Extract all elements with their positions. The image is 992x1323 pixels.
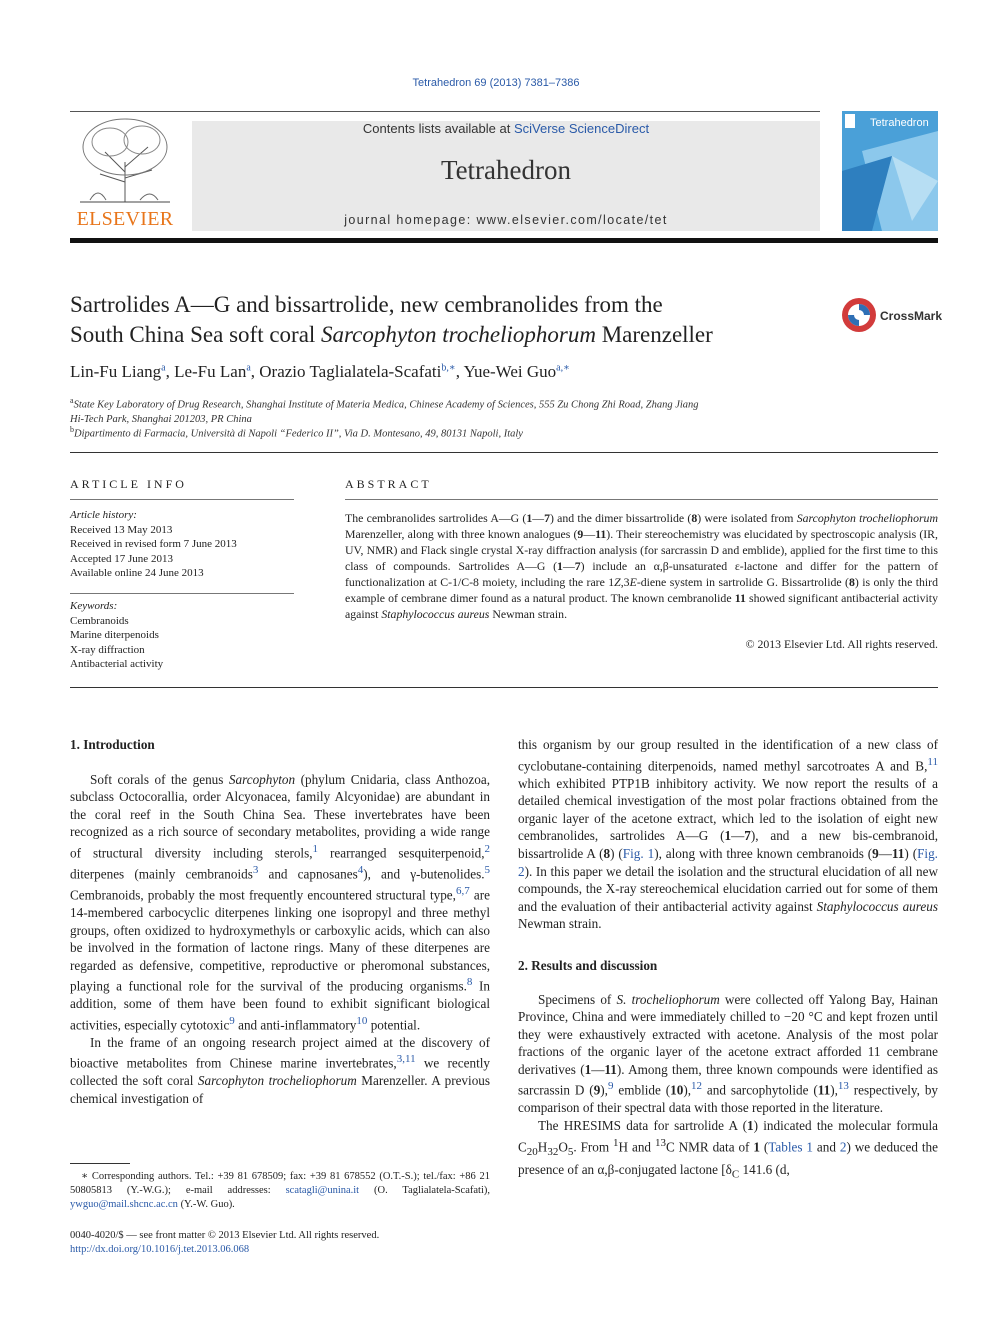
results-heading: 2. Results and discussion — [518, 957, 658, 973]
left-column — [70, 736, 490, 1108]
affiliation-b: $^b$Dipartimento di Farmacia, Università di Napoli “Federico II”, Via D. Montesano, 49, 80131 Napoli, Italy — [70, 425, 523, 440]
issn-line: 0040-4020/$ — see front matter © 2013 Elsevier Ltd. All rights reserved. — [70, 1230, 380, 1241]
affiliation-a-line-2: Hi-Tech Park, Shanghai 201203, PR China — [70, 413, 252, 425]
crossmark-label: CrossMark — [880, 309, 943, 323]
title-line-2-pre: South China Sea soft coral — [70, 322, 322, 347]
journal-name: Tetrahedron — [440, 155, 572, 185]
affiliation-a-line-1: State Key Laboratory of Drug Research, Shanghai Institute of Materia Medica, Chinese Academy of Sciences, 555 Zu Chong Zhi Road, Zhang Jiang — [73, 399, 699, 411]
sciencedirect-link[interactable]: SciVerse ScienceDirect — [513, 121, 650, 136]
history-revised: Received in revised form 7 June 2013 — [70, 538, 237, 550]
history-label: Article history: — [70, 509, 137, 521]
abstract-bottom-rule — [70, 687, 938, 688]
affiliation-a: $^a$State Key Laboratory of Drug Research, Shanghai Institute of Materia Medica, Chinese Academy of Sciences, 555 Zu Chong Zhi Road, Zhang Jiang Hi-Tech Park, Shanghai 201203, PR China — [70, 394, 830, 427]
affiliation-rule — [70, 452, 938, 453]
title-species: Sarcophyton trocheliophorum — [321, 322, 596, 347]
footnote-rule — [70, 1163, 130, 1164]
right-column — [518, 736, 938, 1185]
keywords-rule — [70, 593, 294, 594]
abstract-copyright: © 2013 Elsevier Ltd. All rights reserved. — [745, 637, 938, 651]
email-link-ywguo[interactable]: ywguo@mail.shcnc.ac.cn — [70, 1199, 178, 1210]
abstract-rule — [345, 499, 938, 500]
intro-paragraph-2-continued: this organism by our group resulted in the identification of a new class of cyclobutane-containing diterpenoids, named methyl sarcotroates A and B,$^{11}$ which exhibited PTP1B inhibitory activity. We now report the results of a detailed chemical investigation of the most polar fractions obtained from the organic layer of the acetone extract, which led to the isolation of eight new cembranolides, sartrolides A—G (1—7), and a new bis-cembranoid, bissartrolide A (8) (Fig. 1), along with three known cembranoids (9—11) (Fig. 2). In this paper we detail the isolation and the structural elucidation of all new compounds, the X-ray stereochemical elucidation carried out for some of them and the evaluation of their antibacterial activity against Staphylococcus aureus Newman strain. — [518, 737, 938, 932]
header-top-rule — [70, 111, 820, 112]
abstract-heading: ABSTRACT — [345, 477, 432, 491]
intro-paragraph-2: In the frame of an ongoing research project aimed at the discovery of bioactive metabolites from Chinese marine invertebrates,$^{3,11}$ we recently collected the soft coral Sarcophyton trocheliophorum Marenzeller. A previous chemical investigation of — [70, 1034, 491, 1107]
author-3[interactable]: Orazio Taglialatela-Scafati$^{b,∗}$ — [259, 362, 456, 381]
title-line-1: Sartrolides A—G and bissartrolide, new cembranolides from the — [70, 292, 663, 317]
article-title — [70, 290, 830, 350]
author-list: Lin-Fu Liang$^a$, Le-Fu Lan$^a$, Orazio Taglialatela-Scafati$^{b,∗}$, Yue-Wei Guo$^{a,∗}$ — [70, 362, 570, 381]
article-info-heading: ARTICLE INFO — [70, 477, 187, 491]
author-1[interactable]: Lin-Fu Liang$^a$ — [70, 362, 166, 381]
journal-homepage[interactable]: journal homepage: www.elsevier.com/locate/tet — [344, 213, 668, 227]
title-line-2-post: Marenzeller — [595, 322, 713, 347]
intro-paragraph-1: Soft corals of the genus Sarcophyton (phylum Cnidaria, class Anthozoa, subclass Octocorallia, order Alcyonacea, family Alcyonidae) are abundant in the coral reef in the South China Sea. These invertebrates have been recognized as a rich source of secondary metabolites, providing a wide range of structural diversity including sterols,$^1$ rearranged sesquiterpenoid,$^2$ diterpenes (mainly cembranoids$^3$ and capnosanes$^4$), and γ-butenolides.$^5$ Cembranoids, probably the most frequently encountered structural type,$^{6,7}$ are 14-membered carbocyclic diterpenes linking one isopropyl and three methyl groups, often oxidized to hydroxymethyls or carboxylic acids, which can also be involved in the formation of lactone rings. Many of these diterpenes are regarded as defensive, competitive, reproductive or pheromonal substances, playing a functional role for the survival of the producing organisms.$^8$ In addition, some of them have been found to exhibit significant biological activities, especially cytotoxic$^9$ and anti-inflammatory$^{10}$ potential. — [70, 771, 491, 1033]
introduction-heading: 1. Introduction — [70, 737, 155, 752]
keyword-item: X-ray diffraction — [70, 643, 145, 656]
crossmark-icon — [840, 296, 878, 334]
elsevier-wordmark: ELSEVIER — [76, 208, 174, 230]
corresponding-authors-footnote: ∗ Corresponding authors. Tel.: +39 81 678509; fax: +39 81 678552 (O.T.-S.); tel./fax: +86 21 50805813 (Y.-W.G.); e-mail addresses: scatagli@unina.it (O. Taglialatela-Scafati), ywguo@mail.shcnc.ac.cn (Y.-W. Guo). — [70, 1171, 490, 1210]
title-line-2 — [70, 320, 830, 350]
doi-link[interactable]: http://dx.doi.org/10.1016/j.tet.2013.06.068 — [70, 1244, 250, 1255]
svg-text:Tetrahedron: Tetrahedron — [870, 117, 929, 129]
author-4[interactable]: Yue-Wei Guo$^{a,∗}$ — [463, 362, 570, 381]
keyword-item: Marine diterpenoids — [70, 629, 159, 641]
article-info-rule — [70, 499, 294, 500]
contents-prefix: Contents lists available at — [362, 121, 514, 136]
email-link-scatagli[interactable]: scatagli@unina.it — [285, 1185, 360, 1196]
issn-block — [70, 1229, 490, 1257]
history-accepted: Accepted 17 June 2013 — [70, 552, 173, 565]
header-thick-rule — [70, 238, 938, 243]
affiliation-b-text: Dipartimento di Farmacia, Università di Napoli “Federico II”, Via D. Montesano, 49, 80131 Napoli, Italy — [74, 428, 523, 440]
journal-citation[interactable]: Tetrahedron 69 (2013) 7381–7386 — [412, 77, 580, 89]
keyword-item: Cembranoids — [70, 614, 129, 627]
history-received: Received 13 May 2013 — [70, 523, 173, 536]
abstract-text: The cembranolides sartrolides A—G (1—7) and the dimer bissartrolide (8) were isolated from Sarcophyton trocheliophorum Marenzeller, along with three known analogues (9—11). Their stereochemistry was elucidated by spectroscopic analysis (IR, UV, NMR) and Flack single crystal X-ray diffraction analysis (for sarcrassin D and emblide), applied for the first time to this class of compounds. Sartrolides A—G (1—7) include an α,β-unsaturated ε-lactone and differ for the pattern of functionalization at C-1/C-8 moiety, including the rare 1Z,3E-diene system in sartrolide G. Bissartrolide (8) is only the third example of cembrane dimer found as a natural product. The known cembranolide 11 showed significant antibacterial activity against Staphylococcus aureus Newman strain. — [345, 511, 939, 621]
article-history — [70, 508, 294, 581]
author-2[interactable]: Le-Fu Lan$^a$ — [174, 362, 251, 381]
keyword-item: Antibacterial activity — [70, 658, 164, 670]
keywords-label: Keywords: — [70, 600, 118, 612]
history-online: Available online 24 June 2013 — [70, 567, 204, 579]
contents-line — [192, 121, 820, 136]
journal-cover-image — [842, 111, 938, 231]
results-paragraph-2: The HRESIMS data for sartrolide A (1) indicated the molecular formula $C_{20}H_{32}O_5$. From $^1$H and $^{13}$C NMR data of 1 (Tables 1 and 2) we deduced the presence of an α,β-conjugated lactone [$\delta_C$ 141.6 (d, — [518, 1118, 938, 1181]
keywords — [70, 599, 294, 672]
results-paragraph-1: Specimens of S. trocheliophorum were collected off Yalong Bay, Hainan Province, China and were immediately chilled to −20 °C and kept frozen until they were exhaustively extracted with acetone. Analysis of the most polar fractions of the organic layer of the acetone extract afforded 11 cembrane derivatives (1—11). Among them, three known compounds were identified as sarcrassin D (9),$^9$ emblide (10),$^{12}$ and sarcophytolide (11),$^{13}$ respectively, by comparison of their spectral data with those reported in the literature. — [518, 991, 939, 1116]
